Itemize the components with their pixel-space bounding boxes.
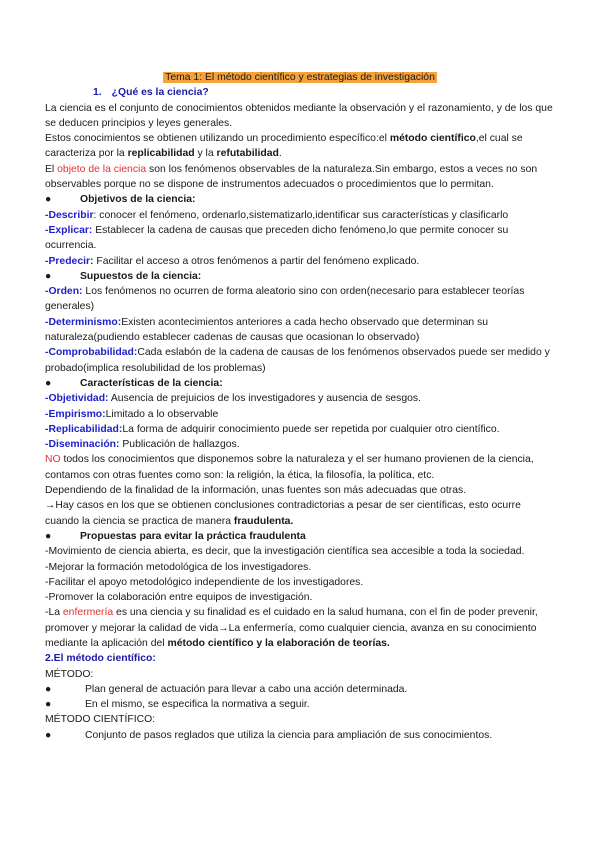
label-metodo-cientifico: MÉTODO CIENTÍFICO:	[45, 714, 156, 726]
bullet-icon: ●	[45, 377, 52, 389]
document-title: Tema 1: El método científico y estrategias de investigación	[165, 72, 435, 83]
paragraph-fraud: →Hay casos en los que se obtienen conclusiones contradictorias a pesar de ser científicas, esto ocurre cuando la ciencia se practica de manera fraudulenta.	[45, 500, 521, 527]
bullet-icon: ●	[45, 729, 52, 741]
list-item: -Facilitar el apoyo metodológico independiente de los investigadores.	[45, 576, 364, 588]
list-item: -Objetividad: Ausencia de prejuicios de los investigadores y ausencia de sesgos.	[45, 393, 422, 405]
paragraph-method: Estos conocimientos se obtienen utilizando un procedimiento específico:el método científico,el cual se caracteriza por la replicabilidad y la refutabilidad.	[45, 133, 523, 160]
heading-supuestos: ● Supuestos de la ciencia:	[45, 269, 555, 284]
bullet-icon: ●	[45, 683, 52, 695]
label-metodo: MÉTODO:	[45, 668, 94, 680]
list-item: -Promover la colaboración entre equipos de investigación.	[45, 592, 313, 604]
paragraph-definition: La ciencia es el conjunto de conocimientos obtenidos mediante la observación y el razonamiento, y de los que se deducen principios y leyes generales.	[45, 102, 553, 129]
list-item: -Orden: Los fenómenos no ocurren de forma aleatorio sino con orden(necesario para establecer teorías generales)	[45, 286, 525, 313]
list-item: -Movimiento de ciencia abierta, es decir, que la investigación científica sea accesible a toda la sociedad.	[45, 546, 525, 558]
list-item: ● Plan general de actuación para llevar a cabo una acción determinada.	[45, 682, 555, 697]
list-item: -Predecir: Facilitar el acceso a otros fenómenos a partir del fenómeno explicado.	[45, 255, 420, 267]
list-item: -Empirismo:Limitado a lo observable	[45, 408, 219, 420]
heading-propuestas: ● Propuestas para evitar la práctica fraudulenta	[45, 529, 555, 544]
list-item: -Explicar: Establecer la cadena de causas que preceden dicho fenómeno,lo que permite conocer su ocurrencia.	[45, 224, 509, 252]
paragraph-purpose: Dependiendo de la finalidad de la información, unas fuentes son más adecuadas que otras.	[45, 485, 467, 497]
section-heading-1: 1. ¿Qué es la ciencia?	[93, 87, 209, 99]
heading-objetivos: ● Objetivos de la ciencia:	[45, 192, 555, 207]
section-heading-2: 2.El método científico:	[45, 653, 156, 665]
document-page	[45, 70, 555, 743]
bullet-icon: ●	[45, 699, 52, 711]
heading-caracteristicas: ● Características de la ciencia:	[45, 376, 555, 391]
list-item: ● Conjunto de pasos reglados que utiliza la ciencia para ampliación de sus conocimientos.	[45, 728, 555, 743]
paragraph-other-sources: NO todos los conocimientos que disponemos sobre la naturaleza y el ser humano provienen de la ciencia, contamos con otras fuentes como son: la religión, la ética, la filosofía, la política, etc.	[45, 454, 534, 481]
paragraph-nursing: -La enfermería es una ciencia y su finalidad es el cuidado en la salud humana, con el fin de poder prevenir, promover y mejorar la calidad de vida→La enfermería, como cualquier ciencia, avanza en su conocimiento mediante la aplicación del método científico y la elaboración de teorías.	[45, 607, 538, 649]
list-item: -Mejorar la formación metodológica de los investigadores.	[45, 561, 312, 573]
bullet-icon: ●	[45, 194, 52, 206]
list-item: -Replicabilidad:La forma de adquirir conocimiento puede ser repetida por cualquier otro científico.	[45, 423, 500, 435]
list-item: ● En el mismo, se especifica la normativa a seguir.	[45, 697, 555, 712]
bullet-icon: ●	[45, 530, 52, 542]
list-item: -Comprobabilidad:Cada eslabón de la cadena de causas de los fenómenos observados puede ser medido y probado(implica resolubilidad de los problemas)	[45, 347, 550, 374]
list-item: -Describir: conocer el fenómeno, ordenarlo,sistematizarlo,identificar sus características y clasificarlo	[45, 209, 509, 221]
paragraph-object: El objeto de la ciencia son los fenómenos observables de la naturaleza.Sin embargo, estos a veces no son observables porque no se dispone de instrumentos adecuados o procedimientos que lo permitan.	[45, 163, 538, 191]
list-item: -Diseminación: Publicación de hallazgos.	[45, 439, 240, 451]
bullet-icon: ●	[45, 270, 52, 282]
list-item: -Determinismo:Existen acontecimientos anteriores a cada hecho observado que determinan su naturaleza(pudiendo establecer cadenas de causas que ocasionan lo observado)	[45, 316, 489, 344]
